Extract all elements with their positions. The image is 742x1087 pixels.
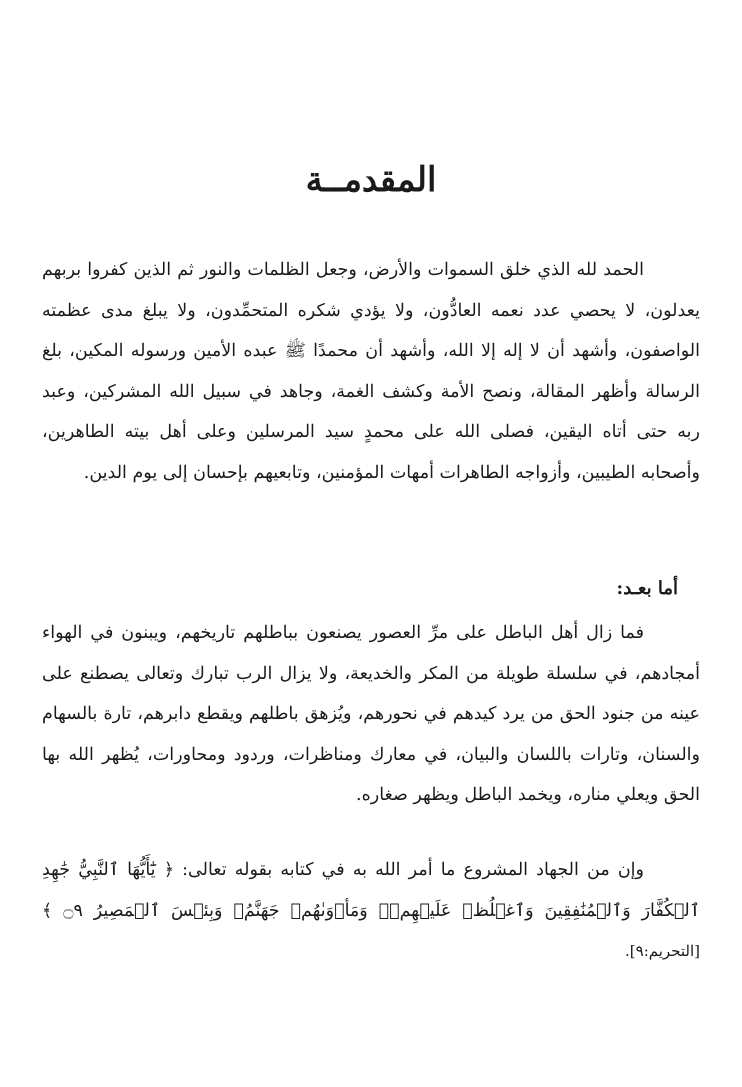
body-paragraph-2: [42, 850, 700, 972]
ayah-number-marker: ۝٩: [63, 900, 83, 921]
body-paragraph-2-text: وإن من الجهاد المشروع ما أمر الله به في كتابه بقوله تعالى:: [173, 860, 644, 880]
quran-verse: يَٰٓأَيُّهَا ٱلنَّبِيُّ جَٰهِدِ ٱلۡكُفَّارَ وَٱلۡمُنَٰفِقِينَ وَٱغۡلُظۡ عَلَيۡهِمۡۚ وَمَأۡوَىٰهُمۡ جَهَنَّمُۖ وَبِئۡسَ ٱلۡمَصِيرُ: [42, 860, 700, 921]
verse-reference: [التحريم:٩].: [625, 942, 700, 960]
quran-open-bracket: ﴿: [163, 860, 174, 880]
body-paragraph-1: فما زال أهل الباطل على مرِّ العصور يصنعون بباطلهم تاريخهم، ويبنون في الهواء أمجادهم، في سلسلة طويلة من المكر والخديعة، ولا يزال الرب تبارك وتعالى يصطنع على عينه من جنود الحق من يرد كيدهم في نحورهم، ويُزهق باطلهم ويقطع دابرهم، تارة بالسهام والسنان، وتارات باللسان والبيان، في معارك ومناظرات، وردود ومحاورات، يُظهر الله بها الحق ويعلي مناره، ويخمد الباطل ويظهر صغاره.: [42, 623, 700, 805]
page-title: [0, 160, 742, 200]
amma-baad-heading: أما بعـد:: [616, 578, 678, 599]
intro-paragraph: الحمد لله الذي خلق السموات والأرض، وجعل الظلمات والنور ثم الذين كفروا بربهم يعدلون، لا يحصي عدد نعمه العادُّون، ولا يؤدي شكره المتحمِّدون، ولا يبلغ مدى عظمته الواصفون، وأشهد أن لا إله إلا الله، وأشهد أن محمدًا ﷺ عبده الأمين ورسوله المكين، بلغ الرسالة وأظهر المقالة، ونصح الأمة وكشف الغمة، وجاهد في سبيل الله المشركين، وعبد ربه حتى أتاه اليقين، فصلى الله على محمدٍ سيد المرسلين وعلى أهل بيته الطاهرين، وأصحابه الطيبين، وأزواجه الطاهرات أمهات المؤمنين، وتابعيهم بإحسان إلى يوم الدين.: [42, 260, 700, 483]
title-text: المقدمــة: [305, 160, 437, 200]
quran-close-bracket: ﴾: [42, 900, 53, 921]
